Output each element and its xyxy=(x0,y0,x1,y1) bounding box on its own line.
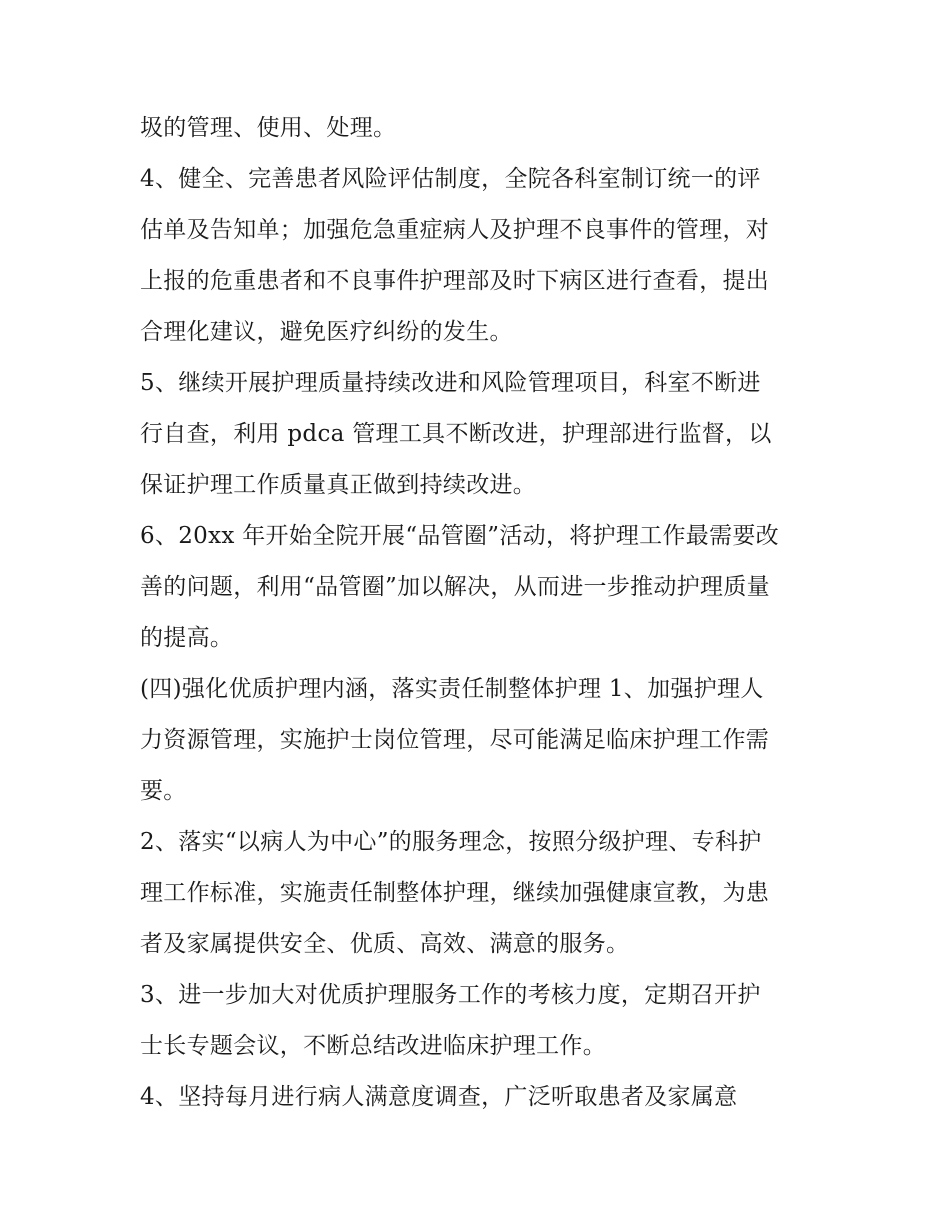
text-line: 要。 xyxy=(140,778,187,804)
text-line: 5、继续开展护理质量持续改进和风险管理项目，科室不断进 xyxy=(140,370,761,396)
text-line: 的提高。 xyxy=(140,625,234,651)
text-line: 合理化建议，避免医疗纠纷的发生。 xyxy=(140,319,513,345)
text-line: 士长专题会议，不断总结改进临床护理工作。 xyxy=(140,1033,606,1059)
text-line: 估单及告知单；加强危急重症病人及护理不良事件的管理，对 xyxy=(140,217,770,243)
text-line: 保证护理工作质量真正做到持续改进。 xyxy=(140,472,537,498)
text-line: 4、坚持每月进行病人满意度调查，广泛听取患者及家属意 xyxy=(140,1084,738,1110)
text-line: 6、20xx 年开始全院开展“品管圈”活动，将护理工作最需要改 xyxy=(140,523,779,549)
text-line: 者及家属提供安全、优质、高效、满意的服务。 xyxy=(140,931,630,957)
text-line: 2、落实“以病人为中心”的服务理念，按照分级护理、专科护 xyxy=(140,829,762,855)
text-line: 3、进一步加大对优质护理服务工作的考核力度，定期召开护 xyxy=(140,982,761,1008)
text-line: 行自查，利用 pdca 管理工具不断改进，护理部进行监督，以 xyxy=(140,421,772,447)
text-line: 4、健全、完善患者风险评估制度，全院各科室制订统一的评 xyxy=(140,166,761,192)
text-line: 圾的管理、使用、处理。 xyxy=(140,115,397,141)
text-line: (四)强化优质护理内涵，落实责任制整体护理 1、加强护理人 xyxy=(140,676,764,702)
text-line: 力资源管理，实施护士岗位管理，尽可能满足临床护理工作需 xyxy=(140,727,770,753)
text-line: 上报的危重患者和不良事件护理部及时下病区进行查看，提出 xyxy=(140,268,770,294)
document-body xyxy=(140,103,820,1123)
text-line: 善的问题，利用“品管圈”加以解决，从而进一步推动护理质量 xyxy=(140,574,770,600)
text-line: 理工作标准，实施责任制整体护理，继续加强健康宣教，为患 xyxy=(140,880,770,906)
